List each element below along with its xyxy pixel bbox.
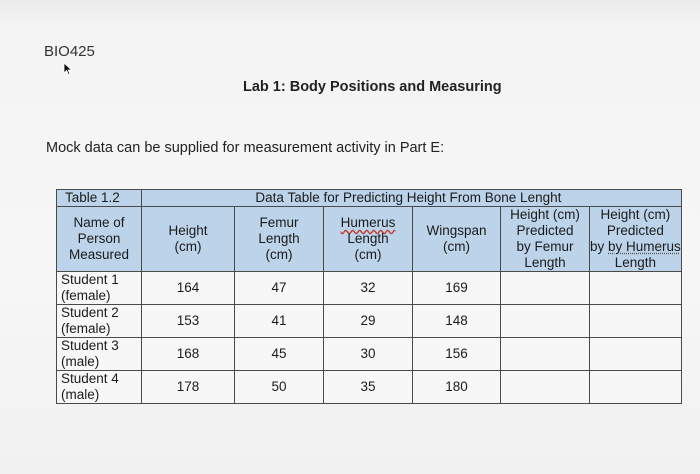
data-table <box>56 189 682 404</box>
table-row <box>57 272 682 305</box>
wingspan-cell: 148 <box>413 305 501 338</box>
table-title: Data Table for Predicting Height From Bone Lenght <box>142 190 682 207</box>
pred-humerus-cell <box>590 272 682 305</box>
femur-cell: 45 <box>235 338 324 371</box>
height-cell: 153 <box>142 305 235 338</box>
data-table-container <box>56 189 682 404</box>
column-header-pred-humerus: Height (cm) Predicted by by Humerus Length <box>590 207 681 270</box>
pred-humerus-cell <box>590 371 682 404</box>
wingspan-cell: 156 <box>413 338 501 371</box>
height-cell: 168 <box>142 338 235 371</box>
table-row <box>57 305 682 338</box>
height-cell: 164 <box>142 272 235 305</box>
student-name-cell: Student 4 (male) <box>57 371 142 404</box>
pred-humerus-cell <box>590 305 682 338</box>
pred-femur-cell <box>501 371 590 404</box>
student-name-cell: Student 1 (female) <box>57 272 142 305</box>
wingspan-cell: 180 <box>413 371 501 404</box>
femur-cell: 41 <box>235 305 324 338</box>
humerus-cell: 29 <box>324 305 413 338</box>
column-header-height: Height (cm) <box>142 207 235 272</box>
lab-title: Lab 1: Body Positions and Measuring <box>243 79 502 95</box>
table-row <box>57 338 682 371</box>
column-header-femur: Femur Length (cm) <box>235 207 324 272</box>
table-row <box>57 371 682 404</box>
column-header-wingspan: Wingspan (cm) <box>413 207 501 272</box>
pred-humerus-cell <box>590 338 682 371</box>
student-name-cell: Student 2 (female) <box>57 305 142 338</box>
femur-cell: 50 <box>235 371 324 404</box>
column-header-name: Name of Person Measured <box>57 207 142 272</box>
student-name-cell: Student 3 (male) <box>57 338 142 371</box>
humerus-cell: 30 <box>324 338 413 371</box>
column-header-humerus: Humerus Length (cm) <box>324 207 413 272</box>
column-header-pred-femur: Height (cm) Predicted by Femur Length <box>501 207 590 272</box>
table-caption: Table 1.2 <box>57 190 142 207</box>
femur-cell: 47 <box>235 272 324 305</box>
table-caption-row <box>57 190 682 207</box>
wingspan-cell: 169 <box>413 272 501 305</box>
humerus-cell: 35 <box>324 371 413 404</box>
intro-text: Mock data can be supplied for measurement activity in Part E: <box>46 140 445 156</box>
pred-femur-cell <box>501 338 590 371</box>
humerus-cell: 32 <box>324 272 413 305</box>
mouse-cursor-icon <box>63 62 73 76</box>
table-header-row <box>57 207 682 272</box>
height-cell: 178 <box>142 371 235 404</box>
pred-femur-cell <box>501 305 590 338</box>
pred-femur-cell <box>501 272 590 305</box>
course-code: BIO425 <box>44 43 95 60</box>
